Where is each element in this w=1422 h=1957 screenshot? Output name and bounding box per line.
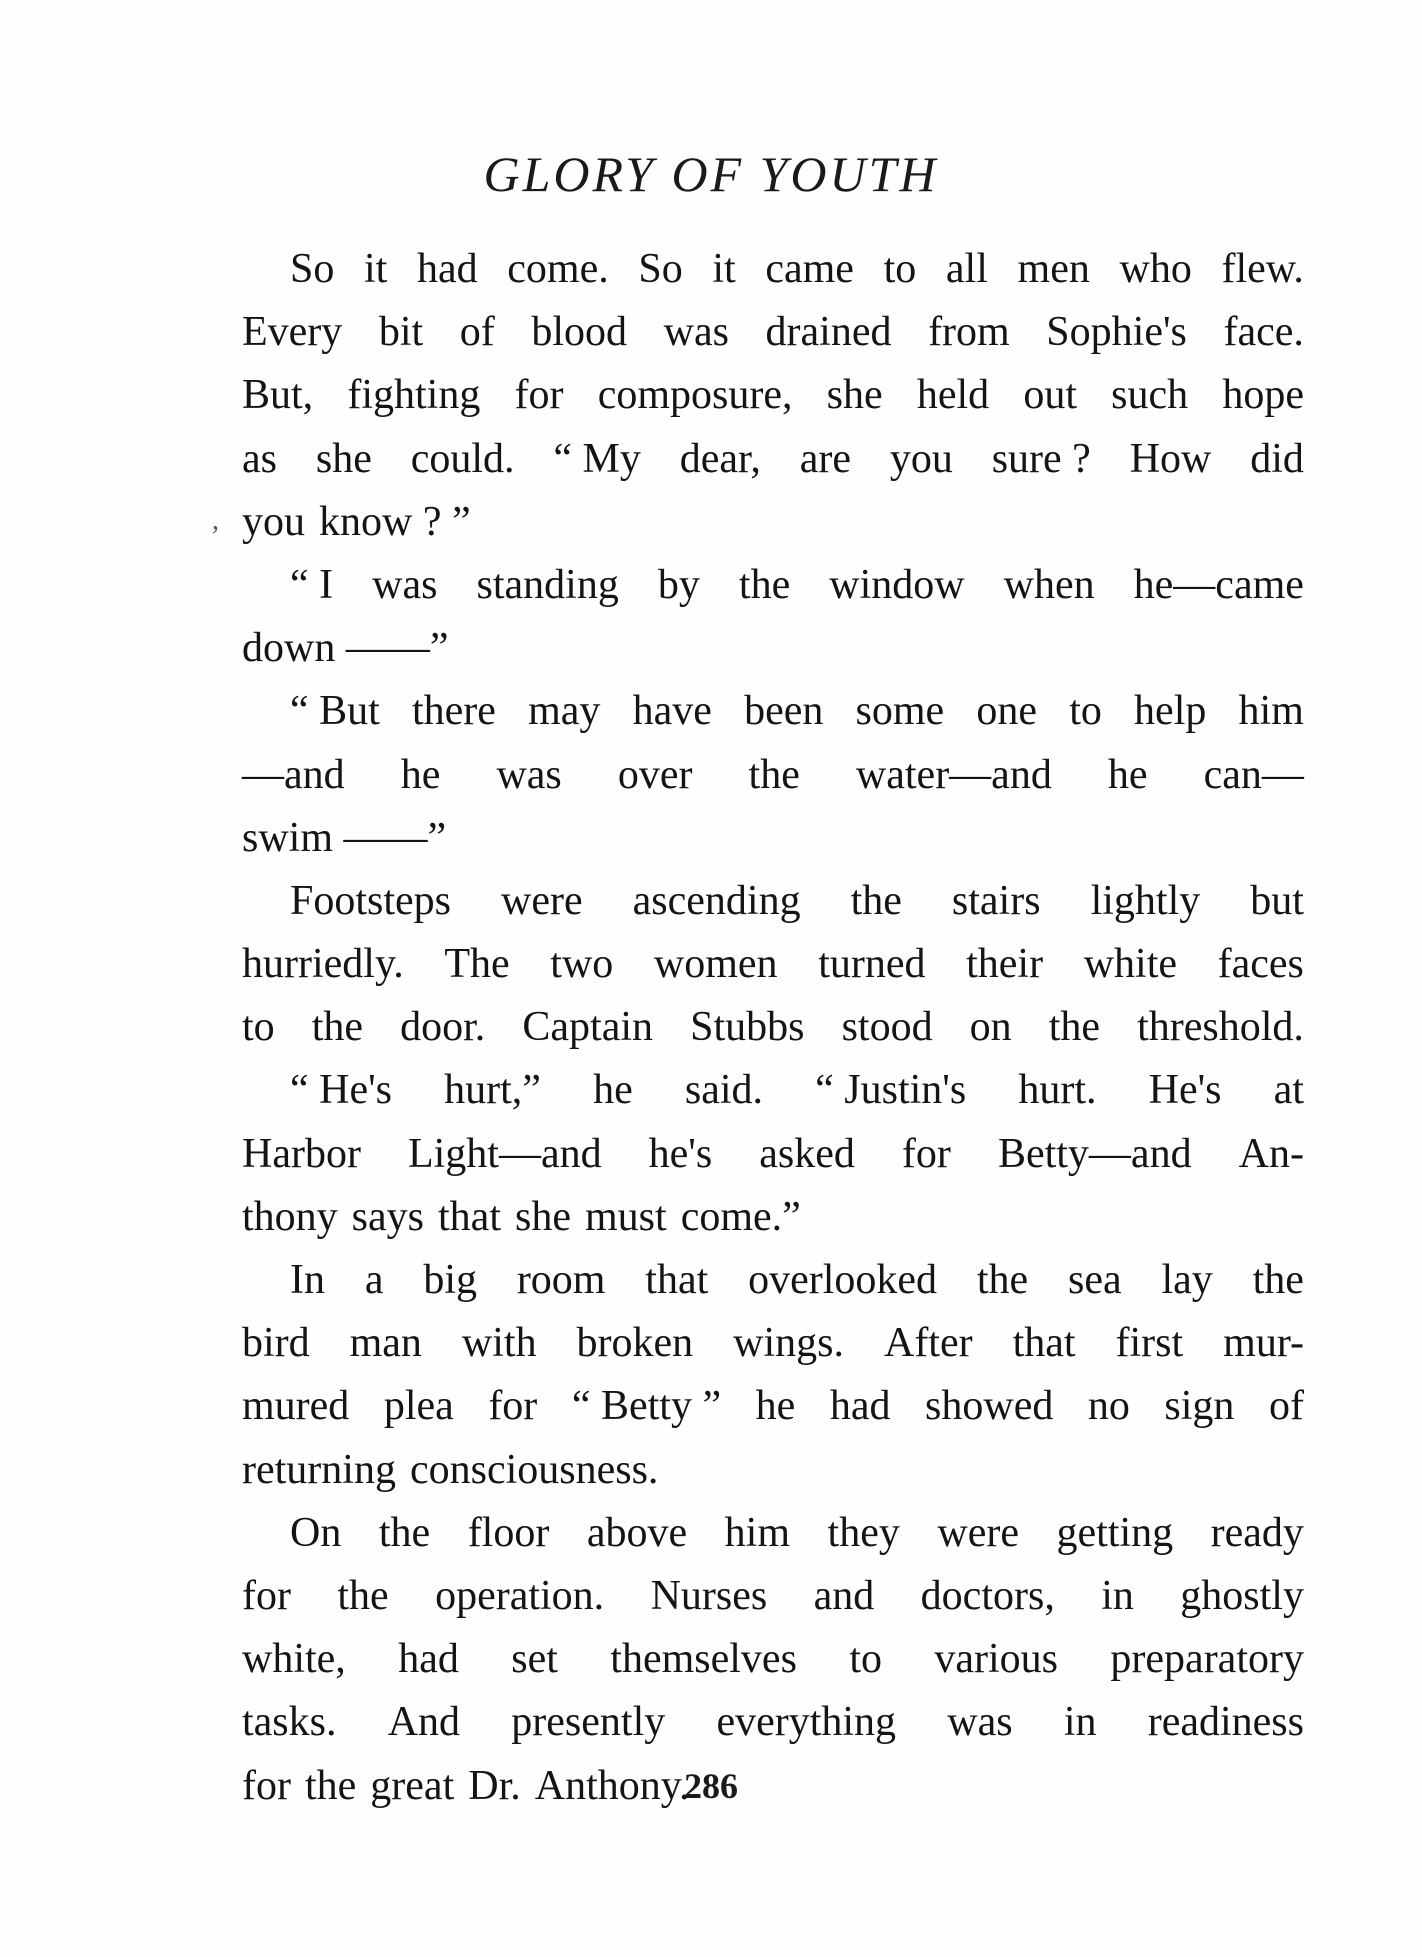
word: some	[855, 688, 945, 735]
word: stood	[841, 1004, 933, 1051]
word: for	[514, 372, 564, 419]
text-line	[242, 1375, 1304, 1438]
word: she	[515, 1193, 571, 1240]
word: he	[755, 1383, 796, 1430]
word: there	[412, 688, 496, 735]
word: above	[586, 1509, 688, 1556]
margin-mark: ,	[212, 505, 219, 536]
word: consciousness.	[409, 1446, 659, 1493]
word: —and	[242, 751, 345, 798]
word: faces	[1217, 941, 1304, 988]
word: can—	[1203, 751, 1304, 798]
word: could.	[410, 435, 515, 482]
word: An-	[1238, 1130, 1304, 1177]
word: to	[1069, 688, 1102, 735]
word: he—came	[1133, 561, 1304, 608]
word: composure,	[597, 372, 793, 419]
word: all	[945, 246, 988, 292]
word: for	[901, 1130, 951, 1177]
body-text	[242, 238, 1304, 1818]
text-line	[242, 1059, 1304, 1122]
word: “ I	[290, 561, 334, 608]
word: did	[1250, 435, 1304, 482]
word: the	[304, 1762, 357, 1809]
word: women	[653, 941, 778, 988]
word: various	[934, 1636, 1059, 1683]
word: they	[827, 1509, 900, 1556]
word: “ But	[290, 688, 380, 735]
text-line	[242, 933, 1304, 996]
word: was	[947, 1699, 1013, 1746]
word: lightly	[1090, 877, 1201, 924]
word: sea	[1068, 1257, 1122, 1303]
word: men	[1017, 246, 1090, 292]
word: dear,	[679, 435, 761, 482]
word: in	[1101, 1572, 1134, 1619]
word: Captain	[522, 1004, 654, 1051]
word: the	[378, 1509, 431, 1556]
word: getting	[1056, 1509, 1174, 1556]
word: In	[290, 1257, 325, 1303]
word: white	[1083, 941, 1178, 988]
word: had	[829, 1383, 891, 1430]
word: stairs	[951, 877, 1041, 924]
word: operation.	[435, 1572, 605, 1619]
word: lay	[1161, 1257, 1213, 1303]
text-line	[242, 364, 1304, 427]
word: were	[501, 877, 583, 924]
word: How	[1129, 435, 1212, 482]
word: he's	[648, 1130, 713, 1177]
word: set	[511, 1636, 558, 1683]
word: the	[976, 1257, 1029, 1303]
word: window	[829, 561, 965, 608]
word: “ Justin's	[815, 1067, 967, 1114]
word: room	[516, 1257, 606, 1303]
word: So	[638, 246, 683, 292]
word: sure ?	[991, 435, 1091, 482]
word: been	[744, 688, 824, 735]
word: out	[1023, 372, 1077, 419]
word: Every	[242, 309, 343, 356]
word: no	[1087, 1383, 1130, 1430]
word: everything	[716, 1699, 897, 1746]
text-line	[242, 744, 1304, 807]
word: you	[889, 435, 953, 482]
word: a	[364, 1257, 384, 1303]
word: Stubbs	[690, 1004, 805, 1051]
word: when	[1003, 561, 1095, 608]
word: hurriedly.	[242, 941, 404, 988]
word: know ? ”	[319, 498, 471, 545]
word: standing	[476, 561, 619, 608]
word: as	[242, 435, 277, 482]
word: mured	[242, 1383, 350, 1430]
word: wings.	[733, 1320, 845, 1367]
word: on	[969, 1004, 1012, 1051]
word: the	[337, 1572, 389, 1619]
word: was	[663, 309, 729, 356]
word: the	[1252, 1257, 1304, 1303]
word: the	[850, 877, 902, 924]
word: Betty—and	[997, 1130, 1192, 1177]
text-line	[242, 1565, 1304, 1628]
page-number: 286	[684, 1766, 738, 1806]
word: And	[387, 1699, 461, 1746]
word: with	[461, 1320, 537, 1367]
text-line	[242, 807, 1304, 870]
word: door.	[400, 1004, 486, 1051]
running-head: GLORY OF YOUTH	[483, 146, 939, 202]
text-line	[242, 996, 1304, 1059]
word: mur-	[1223, 1320, 1304, 1367]
word: the	[738, 561, 791, 608]
word: him	[1238, 688, 1304, 735]
word: it	[364, 246, 388, 292]
word: “ Betty ”	[571, 1383, 722, 1430]
word: for	[242, 1762, 291, 1809]
word: for	[242, 1572, 291, 1619]
word: he	[400, 751, 441, 798]
word: the	[1048, 1004, 1101, 1051]
word: are	[799, 435, 851, 482]
word: ready	[1210, 1509, 1304, 1556]
word: Harbor	[242, 1130, 361, 1177]
word: by	[657, 561, 700, 608]
word: plea	[383, 1383, 454, 1430]
word: After	[883, 1320, 973, 1367]
word: The	[444, 941, 510, 988]
word: returning	[242, 1446, 396, 1493]
word: of	[459, 309, 495, 356]
word: showed	[925, 1383, 1054, 1430]
word: come.	[507, 246, 609, 292]
word: held	[916, 372, 990, 419]
word: But,	[242, 372, 314, 419]
word: at	[1273, 1067, 1304, 1114]
word: flew.	[1221, 246, 1304, 292]
word: threshold.	[1137, 1004, 1304, 1051]
text-line	[242, 617, 1304, 680]
word: Sophie's	[1046, 309, 1187, 356]
word: of	[1268, 1383, 1304, 1430]
word: it	[712, 246, 736, 292]
word: water—and	[855, 751, 1052, 798]
word: to	[849, 1636, 882, 1683]
word: come.”	[680, 1193, 801, 1240]
text-line	[242, 1186, 1304, 1249]
word: doctors,	[920, 1572, 1055, 1619]
word: that	[1012, 1320, 1076, 1367]
text-line	[242, 870, 1304, 933]
word: have	[632, 688, 712, 735]
word: man	[349, 1320, 422, 1367]
text-line	[242, 428, 1304, 491]
word: swim ——”	[242, 814, 447, 861]
word: the	[311, 1004, 364, 1051]
word: to	[242, 1004, 275, 1051]
word: Nurses	[650, 1572, 768, 1619]
text-line	[242, 1628, 1304, 1691]
word: bird	[242, 1320, 310, 1367]
word: broken	[576, 1320, 694, 1367]
word: readiness	[1147, 1699, 1304, 1746]
word: in	[1063, 1699, 1097, 1746]
text-line	[242, 301, 1304, 364]
text-line	[242, 680, 1304, 743]
word: ghostly	[1180, 1572, 1304, 1619]
word: tasks.	[242, 1699, 337, 1746]
text-line	[242, 238, 1304, 301]
word: “ He's	[290, 1067, 393, 1114]
word: hurt,”	[444, 1067, 541, 1114]
word: you	[242, 498, 305, 545]
word: she	[826, 372, 883, 419]
word: face.	[1223, 309, 1304, 356]
word: two	[550, 941, 614, 988]
word: thony	[242, 1193, 338, 1240]
word: Footsteps	[290, 877, 452, 924]
word: that	[438, 1193, 501, 1240]
word: asked	[759, 1130, 855, 1177]
word: says	[351, 1193, 425, 1240]
word: was	[496, 751, 562, 798]
word: he	[1107, 751, 1148, 798]
word: from	[928, 309, 1010, 356]
word: floor	[467, 1509, 550, 1556]
word: she	[315, 435, 372, 482]
word: must	[585, 1193, 667, 1240]
word: big	[423, 1257, 477, 1303]
word: had	[398, 1636, 459, 1683]
text-line	[242, 1502, 1304, 1565]
word: sign	[1164, 1383, 1235, 1430]
word: said.	[684, 1067, 764, 1114]
word: So	[290, 246, 335, 292]
word: their	[966, 941, 1044, 988]
word: On	[290, 1509, 342, 1556]
word: him	[724, 1509, 791, 1556]
word: was	[372, 561, 438, 608]
word: such	[1111, 372, 1189, 419]
word: bit	[378, 309, 424, 356]
word: overlooked	[748, 1257, 938, 1303]
word: he	[593, 1067, 633, 1114]
text-line	[242, 1123, 1304, 1186]
text-line	[242, 1691, 1304, 1754]
word: down ——”	[242, 625, 449, 672]
word: themselves	[610, 1636, 797, 1683]
word: may	[528, 688, 601, 735]
word: that	[645, 1257, 709, 1303]
word: and	[813, 1572, 875, 1619]
word: who	[1119, 246, 1192, 292]
text-line	[242, 1439, 1304, 1502]
word: preparatory	[1110, 1636, 1304, 1683]
word: great	[370, 1762, 455, 1809]
word: He's	[1148, 1067, 1222, 1114]
word: Anthony.	[534, 1762, 690, 1809]
text-line	[242, 491, 1304, 554]
word: came	[765, 246, 854, 292]
word: hope	[1222, 372, 1304, 419]
word: were	[937, 1509, 1019, 1556]
word: presently	[511, 1699, 666, 1746]
word: “ My	[553, 435, 641, 482]
word: the	[748, 751, 800, 798]
word: hurt.	[1018, 1067, 1097, 1114]
word: blood	[531, 309, 628, 356]
word: but	[1250, 877, 1304, 924]
word: help	[1134, 688, 1207, 735]
word: Light—and	[407, 1130, 602, 1177]
word: one	[976, 688, 1038, 735]
word: over	[617, 751, 693, 798]
word: first	[1115, 1320, 1184, 1367]
word: drained	[765, 309, 892, 356]
word: turned	[818, 941, 926, 988]
word: fighting	[347, 372, 481, 419]
word: white,	[242, 1636, 346, 1683]
word: to	[883, 246, 917, 292]
word: had	[416, 246, 478, 292]
text-line	[242, 554, 1304, 617]
word: Dr.	[468, 1762, 521, 1809]
text-line	[242, 1312, 1304, 1375]
word: for	[488, 1383, 538, 1430]
word: ascending	[632, 877, 801, 924]
text-line	[242, 1249, 1304, 1312]
